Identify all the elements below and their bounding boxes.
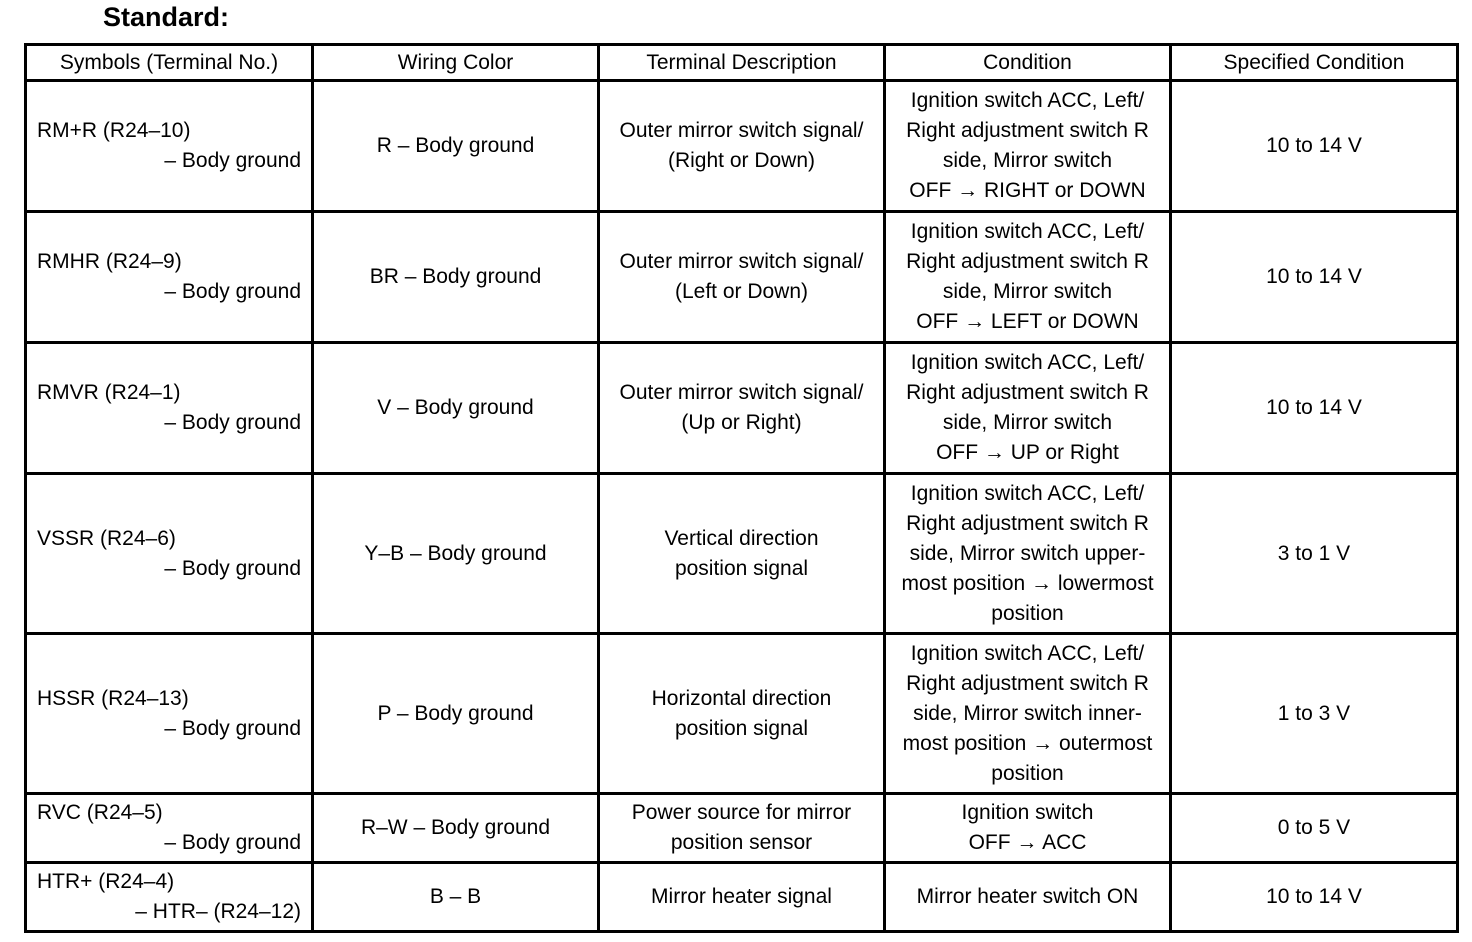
condition-cell (885, 474, 1171, 634)
description-line: Horizontal direction (651, 686, 832, 710)
table-row (26, 474, 1458, 634)
condition-line: side, Mirror switch (942, 411, 1113, 434)
condition-line: OFF → UP or Right (936, 441, 1119, 464)
condition-line: position (991, 601, 1064, 625)
condition-line: Ignition switch ACC, Left/ (910, 220, 1145, 243)
wiring-color-cell: B – B (313, 863, 599, 932)
description-line: Outer mirror switch signal/ (619, 381, 864, 404)
table-row (26, 81, 1458, 212)
specified-condition-cell: 10 to 14 V (1171, 81, 1458, 212)
table-row (26, 634, 1458, 794)
condition-line: Ignition switch (961, 801, 1094, 824)
table-header-row (26, 45, 1458, 81)
condition-line: Ignition switch ACC, Left/ (910, 641, 1145, 665)
condition-line: Ignition switch ACC, Left/ (910, 481, 1145, 505)
symbol-cell (26, 794, 313, 863)
header-specified-condition: Specified Condition (1171, 45, 1458, 81)
wiring-color-cell: R–W – Body ground (313, 794, 599, 863)
description-line: (Up or Right) (681, 411, 802, 434)
condition-cell (885, 212, 1171, 343)
symbol-cell (26, 863, 313, 932)
symbol-terminal: HSSR (R24–13) (37, 686, 189, 710)
terminal-description-cell (599, 634, 885, 794)
symbol-ground: – Body ground (164, 280, 301, 303)
standard-table (24, 43, 1459, 933)
symbol-cell (26, 212, 313, 343)
condition-line: Ignition switch ACC, Left/ (910, 351, 1145, 374)
symbol-terminal: RM+R (R24–10) (37, 119, 191, 142)
table-row (26, 863, 1458, 932)
wiring-color-cell: BR – Body ground (313, 212, 599, 343)
condition-line: Right adjustment switch R (906, 250, 1149, 273)
condition-cell (885, 343, 1171, 474)
table-row (26, 212, 1458, 343)
wiring-color-cell: R – Body ground (313, 81, 599, 212)
symbol-cell (26, 81, 313, 212)
page-title: Standard: (103, 2, 230, 32)
condition-line: side, Mirror switch inner- (913, 701, 1142, 725)
condition-line: OFF → RIGHT or DOWN (909, 179, 1146, 202)
symbol-terminal: RVC (R24–5) (37, 801, 163, 824)
symbol-ground: – Body ground (164, 716, 301, 740)
symbol-cell (26, 474, 313, 634)
description-line: (Right or Down) (667, 149, 816, 172)
specified-condition-cell: 1 to 3 V (1171, 634, 1458, 794)
terminal-description-cell (599, 863, 885, 932)
terminal-description-cell (599, 794, 885, 863)
header-condition: Condition (885, 45, 1171, 81)
terminal-description-cell (599, 474, 885, 634)
symbol-cell (26, 343, 313, 474)
symbol-ground: – Body ground (164, 831, 301, 854)
description-line: Power source for mirror (631, 801, 852, 824)
specified-condition-cell: 10 to 14 V (1171, 863, 1458, 932)
symbol-ground: – HTR– (R24–12) (135, 900, 301, 923)
condition-line: most position → lowermost (901, 571, 1154, 595)
condition-cell (885, 81, 1171, 212)
terminal-description-cell (599, 212, 885, 343)
condition-line: Right adjustment switch R (906, 381, 1149, 404)
condition-line: OFF → ACC (968, 831, 1087, 854)
condition-line: Right adjustment switch R (906, 511, 1149, 535)
condition-line: side, Mirror switch upper- (909, 541, 1146, 565)
condition-cell (885, 634, 1171, 794)
wiring-color-cell: V – Body ground (313, 343, 599, 474)
description-line: Outer mirror switch signal/ (619, 119, 864, 142)
condition-cell (885, 794, 1171, 863)
description-line: position sensor (670, 831, 813, 854)
symbol-terminal: VSSR (R24–6) (37, 526, 176, 550)
description-line: (Left or Down) (674, 280, 809, 303)
symbol-cell (26, 634, 313, 794)
terminal-description-cell (599, 81, 885, 212)
symbol-terminal: RMHR (R24–9) (37, 250, 182, 273)
table-row (26, 794, 1458, 863)
specified-condition-cell: 3 to 1 V (1171, 474, 1458, 634)
condition-line: side, Mirror switch (942, 149, 1113, 172)
wiring-color-cell: Y–B – Body ground (313, 474, 599, 634)
specified-condition-cell: 10 to 14 V (1171, 212, 1458, 343)
condition-line: side, Mirror switch (942, 280, 1113, 303)
symbol-ground: – Body ground (164, 556, 301, 580)
description-line: position signal (674, 556, 809, 580)
description-line: position signal (674, 716, 809, 740)
condition-line: Ignition switch ACC, Left/ (910, 89, 1145, 112)
symbol-ground: – Body ground (164, 149, 301, 172)
condition-line: Right adjustment switch R (906, 119, 1149, 142)
symbol-ground: – Body ground (164, 411, 301, 434)
terminal-description-cell (599, 343, 885, 474)
description-line: Vertical direction (664, 526, 819, 550)
condition-line: Mirror heater switch ON (916, 885, 1139, 908)
symbol-terminal: HTR+ (R24–4) (37, 870, 175, 893)
wiring-color-cell: P – Body ground (313, 634, 599, 794)
condition-line: position (991, 761, 1064, 785)
condition-line: most position → outermost (902, 731, 1153, 755)
symbol-terminal: RMVR (R24–1) (37, 381, 181, 404)
table-row (26, 343, 1458, 474)
specified-condition-cell: 0 to 5 V (1171, 794, 1458, 863)
specified-condition-cell: 10 to 14 V (1171, 343, 1458, 474)
condition-line: OFF → LEFT or DOWN (916, 310, 1139, 333)
condition-line: Right adjustment switch R (906, 671, 1149, 695)
header-terminal-description: Terminal Description (599, 45, 885, 81)
header-symbols: Symbols (Terminal No.) (26, 45, 313, 81)
description-line: Outer mirror switch signal/ (619, 250, 864, 273)
description-line: Mirror heater signal (651, 885, 832, 908)
condition-cell (885, 863, 1171, 932)
header-wiring-color: Wiring Color (313, 45, 599, 81)
